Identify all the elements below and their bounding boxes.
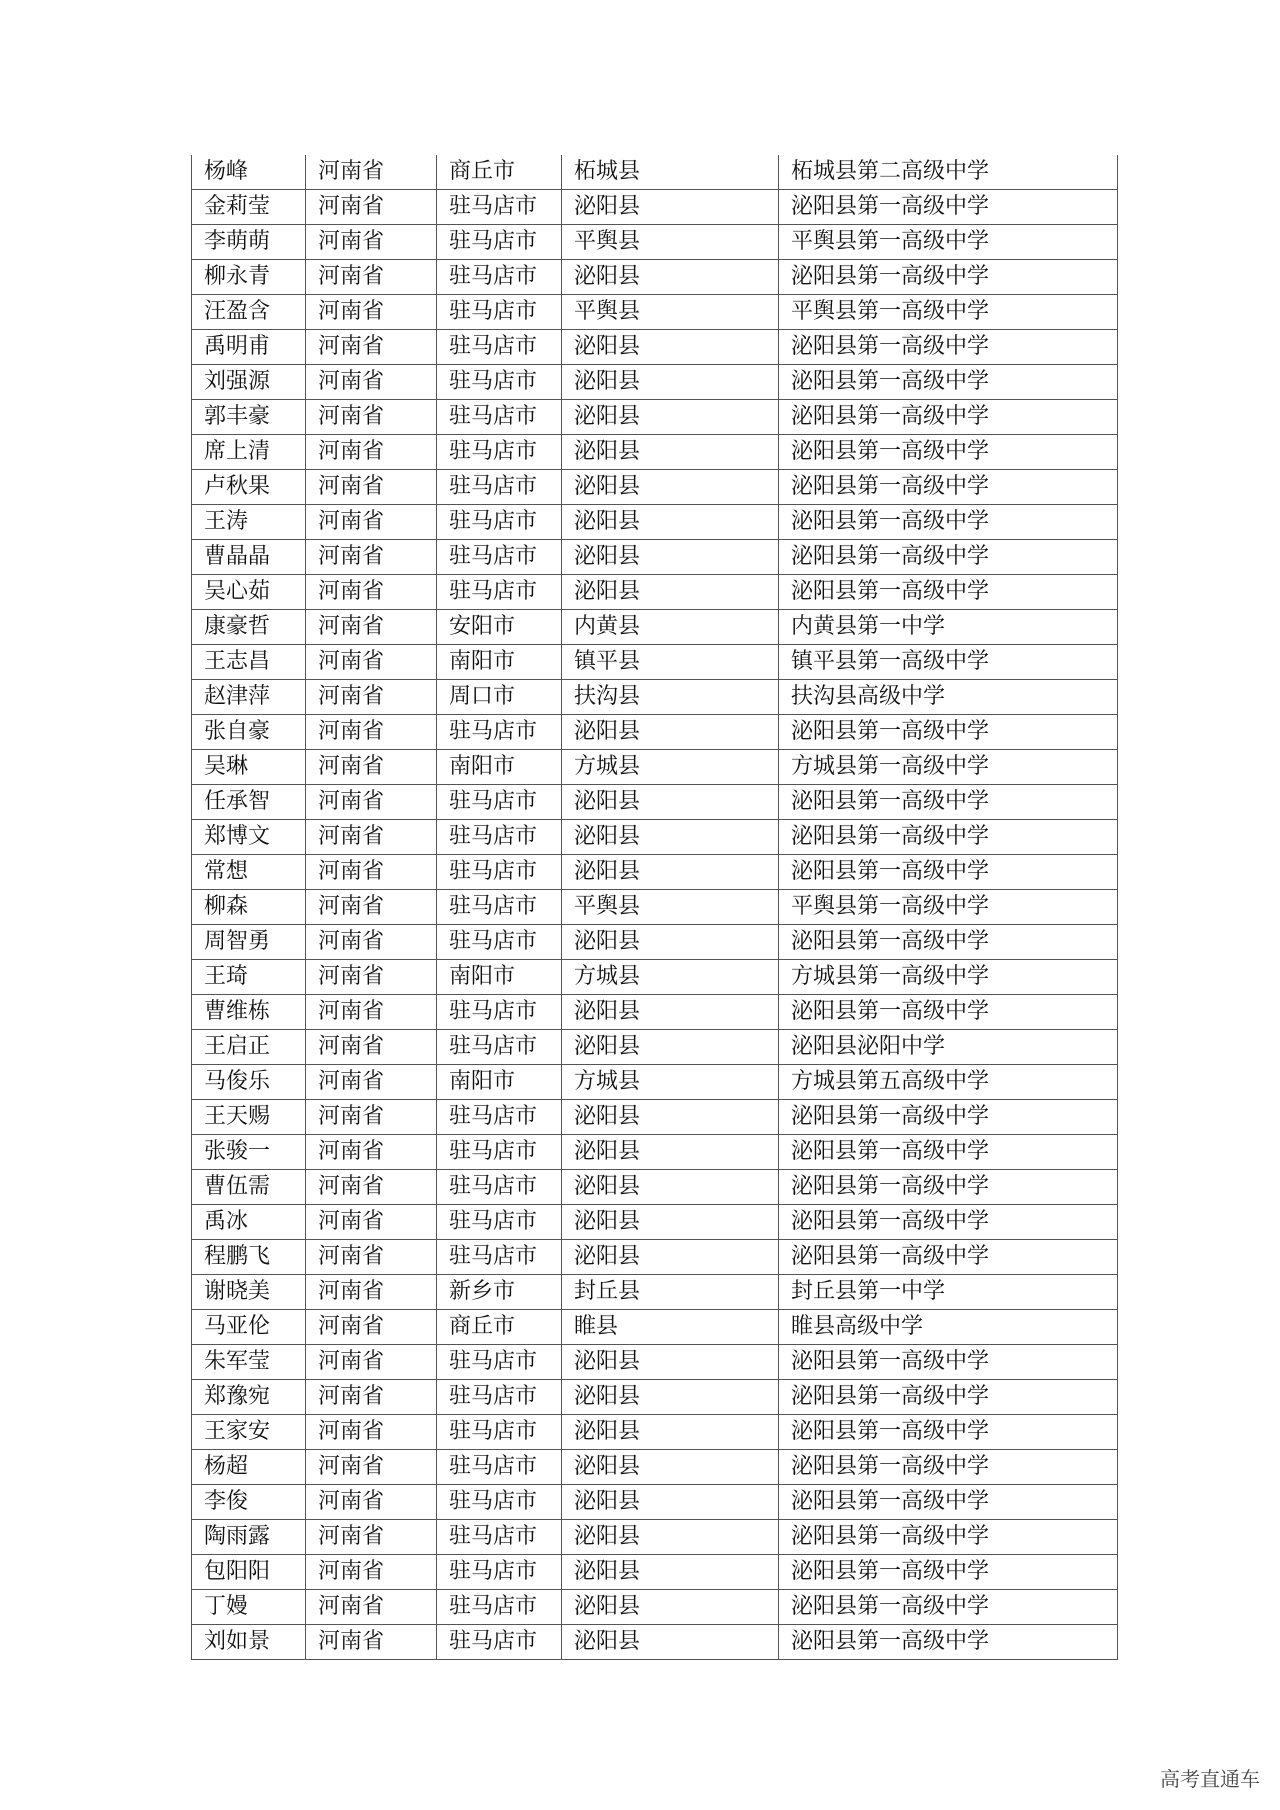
table-row — [192, 1240, 1118, 1275]
city-cell: 驻马店市 — [437, 1415, 562, 1450]
school-cell: 泌阳县第一高级中学 — [779, 365, 1118, 400]
table-row — [192, 890, 1118, 925]
county-cell: 泌阳县 — [562, 1520, 779, 1555]
county-cell: 泌阳县 — [562, 1205, 779, 1240]
county-cell: 泌阳县 — [562, 715, 779, 750]
county-cell: 泌阳县 — [562, 260, 779, 295]
province-cell: 河南省 — [306, 575, 437, 610]
school-cell: 泌阳县第一高级中学 — [779, 505, 1118, 540]
county-cell: 泌阳县 — [562, 1555, 779, 1590]
name-cell: 任承智 — [192, 785, 306, 820]
name-cell: 禹冰 — [192, 1205, 306, 1240]
county-cell: 泌阳县 — [562, 330, 779, 365]
county-cell: 睢县 — [562, 1310, 779, 1345]
school-cell: 泌阳县第一高级中学 — [779, 995, 1118, 1030]
school-cell: 扶沟县高级中学 — [779, 680, 1118, 715]
school-cell: 泌阳县第一高级中学 — [779, 260, 1118, 295]
table-row — [192, 680, 1118, 715]
county-cell: 泌阳县 — [562, 1030, 779, 1065]
school-cell: 内黄县第一中学 — [779, 610, 1118, 645]
name-cell: 常想 — [192, 855, 306, 890]
table-row — [192, 1310, 1118, 1345]
county-cell: 泌阳县 — [562, 1485, 779, 1520]
province-cell: 河南省 — [306, 225, 437, 260]
school-cell: 泌阳县第一高级中学 — [779, 925, 1118, 960]
table-row — [192, 400, 1118, 435]
county-cell: 泌阳县 — [562, 505, 779, 540]
province-cell: 河南省 — [306, 1415, 437, 1450]
name-cell: 禹明甫 — [192, 330, 306, 365]
county-cell: 泌阳县 — [562, 190, 779, 225]
name-cell: 王家安 — [192, 1415, 306, 1450]
table-row — [192, 750, 1118, 785]
city-cell: 驻马店市 — [437, 365, 562, 400]
table-row — [192, 715, 1118, 750]
school-cell: 睢县高级中学 — [779, 1310, 1118, 1345]
name-cell: 柳森 — [192, 890, 306, 925]
table-row — [192, 435, 1118, 470]
name-cell: 王琦 — [192, 960, 306, 995]
province-cell: 河南省 — [306, 1310, 437, 1345]
school-cell: 泌阳县第一高级中学 — [779, 1170, 1118, 1205]
province-cell: 河南省 — [306, 1485, 437, 1520]
table-body — [192, 155, 1118, 1660]
school-cell: 柘城县第二高级中学 — [779, 155, 1118, 190]
county-cell: 封丘县 — [562, 1275, 779, 1310]
city-cell: 驻马店市 — [437, 1450, 562, 1485]
table-row — [192, 505, 1118, 540]
name-cell: 郑博文 — [192, 820, 306, 855]
table-row — [192, 785, 1118, 820]
table-row — [192, 1135, 1118, 1170]
province-cell: 河南省 — [306, 190, 437, 225]
county-cell: 方城县 — [562, 960, 779, 995]
table-row — [192, 925, 1118, 960]
name-cell: 杨超 — [192, 1450, 306, 1485]
city-cell: 安阳市 — [437, 610, 562, 645]
table-row — [192, 575, 1118, 610]
table-row — [192, 225, 1118, 260]
name-cell: 康豪哲 — [192, 610, 306, 645]
school-cell: 平舆县第一高级中学 — [779, 225, 1118, 260]
county-cell: 泌阳县 — [562, 1590, 779, 1625]
province-cell: 河南省 — [306, 1590, 437, 1625]
student-list-table — [191, 155, 1118, 1660]
county-cell: 泌阳县 — [562, 1240, 779, 1275]
name-cell: 王志昌 — [192, 645, 306, 680]
name-cell: 张骏一 — [192, 1135, 306, 1170]
province-cell: 河南省 — [306, 890, 437, 925]
table-row — [192, 1590, 1118, 1625]
school-cell: 泌阳县第一高级中学 — [779, 575, 1118, 610]
school-cell: 泌阳县第一高级中学 — [779, 1135, 1118, 1170]
school-cell: 方城县第五高级中学 — [779, 1065, 1118, 1100]
province-cell: 河南省 — [306, 1100, 437, 1135]
name-cell: 卢秋果 — [192, 470, 306, 505]
city-cell: 驻马店市 — [437, 435, 562, 470]
table-row — [192, 1205, 1118, 1240]
school-cell: 泌阳县第一高级中学 — [779, 855, 1118, 890]
province-cell: 河南省 — [306, 505, 437, 540]
city-cell: 驻马店市 — [437, 1205, 562, 1240]
name-cell: 朱军莹 — [192, 1345, 306, 1380]
name-cell: 周智勇 — [192, 925, 306, 960]
city-cell: 驻马店市 — [437, 575, 562, 610]
county-cell: 泌阳县 — [562, 925, 779, 960]
table-row — [192, 190, 1118, 225]
city-cell: 驻马店市 — [437, 1135, 562, 1170]
school-cell: 泌阳县第一高级中学 — [779, 1205, 1118, 1240]
watermark-text: 高考直通车 — [1160, 1767, 1260, 1791]
province-cell: 河南省 — [306, 820, 437, 855]
province-cell: 河南省 — [306, 925, 437, 960]
name-cell: 郑豫宛 — [192, 1380, 306, 1415]
school-cell: 方城县第一高级中学 — [779, 750, 1118, 785]
name-cell: 程鹏飞 — [192, 1240, 306, 1275]
city-cell: 商丘市 — [437, 155, 562, 190]
name-cell: 张自豪 — [192, 715, 306, 750]
county-cell: 平舆县 — [562, 890, 779, 925]
school-cell: 泌阳县第一高级中学 — [779, 435, 1118, 470]
city-cell: 驻马店市 — [437, 1625, 562, 1660]
school-cell: 泌阳县第一高级中学 — [779, 715, 1118, 750]
county-cell: 泌阳县 — [562, 575, 779, 610]
name-cell: 包阳阳 — [192, 1555, 306, 1590]
table-row — [192, 155, 1118, 190]
county-cell: 泌阳县 — [562, 820, 779, 855]
school-cell: 泌阳县第一高级中学 — [779, 1520, 1118, 1555]
city-cell: 驻马店市 — [437, 1345, 562, 1380]
school-cell: 泌阳县第一高级中学 — [779, 400, 1118, 435]
province-cell: 河南省 — [306, 435, 437, 470]
school-cell: 泌阳县第一高级中学 — [779, 1555, 1118, 1590]
table-row — [192, 1625, 1118, 1660]
name-cell: 吴琳 — [192, 750, 306, 785]
name-cell: 赵津萍 — [192, 680, 306, 715]
county-cell: 泌阳县 — [562, 435, 779, 470]
table-row — [192, 260, 1118, 295]
table-row — [192, 470, 1118, 505]
province-cell: 河南省 — [306, 1030, 437, 1065]
name-cell: 杨峰 — [192, 155, 306, 190]
table-row — [192, 610, 1118, 645]
province-cell: 河南省 — [306, 1345, 437, 1380]
school-cell: 泌阳县第一高级中学 — [779, 1485, 1118, 1520]
city-cell: 南阳市 — [437, 645, 562, 680]
name-cell: 汪盈含 — [192, 295, 306, 330]
name-cell: 曹晶晶 — [192, 540, 306, 575]
name-cell: 李萌萌 — [192, 225, 306, 260]
province-cell: 河南省 — [306, 1135, 437, 1170]
table-row — [192, 1030, 1118, 1065]
name-cell: 王天赐 — [192, 1100, 306, 1135]
province-cell: 河南省 — [306, 750, 437, 785]
table-row — [192, 1415, 1118, 1450]
school-cell: 泌阳县第一高级中学 — [779, 1415, 1118, 1450]
school-cell: 泌阳县第一高级中学 — [779, 1380, 1118, 1415]
county-cell: 泌阳县 — [562, 1415, 779, 1450]
name-cell: 刘强源 — [192, 365, 306, 400]
province-cell: 河南省 — [306, 715, 437, 750]
table-row — [192, 295, 1118, 330]
city-cell: 南阳市 — [437, 1065, 562, 1100]
province-cell: 河南省 — [306, 1170, 437, 1205]
city-cell: 驻马店市 — [437, 190, 562, 225]
city-cell: 驻马店市 — [437, 995, 562, 1030]
school-cell: 泌阳县第一高级中学 — [779, 1625, 1118, 1660]
city-cell: 驻马店市 — [437, 1555, 562, 1590]
school-cell: 镇平县第一高级中学 — [779, 645, 1118, 680]
name-cell: 柳永青 — [192, 260, 306, 295]
province-cell: 河南省 — [306, 1275, 437, 1310]
table-row — [192, 365, 1118, 400]
table-row — [192, 1065, 1118, 1100]
province-cell: 河南省 — [306, 995, 437, 1030]
province-cell: 河南省 — [306, 1520, 437, 1555]
school-cell: 封丘县第一中学 — [779, 1275, 1118, 1310]
province-cell: 河南省 — [306, 400, 437, 435]
county-cell: 泌阳县 — [562, 1625, 779, 1660]
city-cell: 驻马店市 — [437, 1030, 562, 1065]
province-cell: 河南省 — [306, 470, 437, 505]
province-cell: 河南省 — [306, 1205, 437, 1240]
province-cell: 河南省 — [306, 645, 437, 680]
school-cell: 泌阳县第一高级中学 — [779, 330, 1118, 365]
name-cell: 刘如景 — [192, 1625, 306, 1660]
city-cell: 驻马店市 — [437, 715, 562, 750]
table-row — [192, 1380, 1118, 1415]
name-cell: 金莉莹 — [192, 190, 306, 225]
county-cell: 柘城县 — [562, 155, 779, 190]
province-cell: 河南省 — [306, 260, 437, 295]
county-cell: 泌阳县 — [562, 1380, 779, 1415]
name-cell: 李俊 — [192, 1485, 306, 1520]
county-cell: 镇平县 — [562, 645, 779, 680]
city-cell: 驻马店市 — [437, 855, 562, 890]
city-cell: 驻马店市 — [437, 785, 562, 820]
county-cell: 泌阳县 — [562, 1100, 779, 1135]
name-cell: 王涛 — [192, 505, 306, 540]
name-cell: 曹伍需 — [192, 1170, 306, 1205]
province-cell: 河南省 — [306, 1240, 437, 1275]
county-cell: 泌阳县 — [562, 1135, 779, 1170]
city-cell: 驻马店市 — [437, 1240, 562, 1275]
school-cell: 泌阳县第一高级中学 — [779, 470, 1118, 505]
county-cell: 方城县 — [562, 1065, 779, 1100]
province-cell: 河南省 — [306, 680, 437, 715]
city-cell: 驻马店市 — [437, 505, 562, 540]
city-cell: 驻马店市 — [437, 820, 562, 855]
name-cell: 陶雨露 — [192, 1520, 306, 1555]
table-row — [192, 330, 1118, 365]
name-cell: 席上清 — [192, 435, 306, 470]
school-cell: 泌阳县第一高级中学 — [779, 1100, 1118, 1135]
county-cell: 泌阳县 — [562, 785, 779, 820]
table-row — [192, 820, 1118, 855]
city-cell: 驻马店市 — [437, 540, 562, 575]
county-cell: 泌阳县 — [562, 365, 779, 400]
city-cell: 驻马店市 — [437, 295, 562, 330]
table-row — [192, 1450, 1118, 1485]
name-cell: 吴心茹 — [192, 575, 306, 610]
province-cell: 河南省 — [306, 610, 437, 645]
table-row — [192, 540, 1118, 575]
table-row — [192, 1520, 1118, 1555]
table-row — [192, 1485, 1118, 1520]
table-row — [192, 645, 1118, 680]
province-cell: 河南省 — [306, 1555, 437, 1590]
city-cell: 驻马店市 — [437, 1380, 562, 1415]
school-cell: 泌阳县第一高级中学 — [779, 1240, 1118, 1275]
province-cell: 河南省 — [306, 330, 437, 365]
city-cell: 驻马店市 — [437, 260, 562, 295]
province-cell: 河南省 — [306, 1065, 437, 1100]
province-cell: 河南省 — [306, 365, 437, 400]
province-cell: 河南省 — [306, 295, 437, 330]
name-cell: 谢晓美 — [192, 1275, 306, 1310]
county-cell: 内黄县 — [562, 610, 779, 645]
school-cell: 泌阳县第一高级中学 — [779, 540, 1118, 575]
county-cell: 扶沟县 — [562, 680, 779, 715]
school-cell: 方城县第一高级中学 — [779, 960, 1118, 995]
province-cell: 河南省 — [306, 855, 437, 890]
name-cell: 丁嫚 — [192, 1590, 306, 1625]
name-cell: 马亚伦 — [192, 1310, 306, 1345]
province-cell: 河南省 — [306, 1380, 437, 1415]
school-cell: 泌阳县第一高级中学 — [779, 1590, 1118, 1625]
province-cell: 河南省 — [306, 540, 437, 575]
county-cell: 泌阳县 — [562, 470, 779, 505]
city-cell: 驻马店市 — [437, 470, 562, 505]
county-cell: 方城县 — [562, 750, 779, 785]
province-cell: 河南省 — [306, 785, 437, 820]
city-cell: 驻马店市 — [437, 225, 562, 260]
table-row — [192, 995, 1118, 1030]
school-cell: 泌阳县第一高级中学 — [779, 785, 1118, 820]
province-cell: 河南省 — [306, 155, 437, 190]
school-cell: 平舆县第一高级中学 — [779, 295, 1118, 330]
city-cell: 新乡市 — [437, 1275, 562, 1310]
city-cell: 商丘市 — [437, 1310, 562, 1345]
city-cell: 驻马店市 — [437, 1170, 562, 1205]
school-cell: 泌阳县第一高级中学 — [779, 1450, 1118, 1485]
county-cell: 泌阳县 — [562, 1450, 779, 1485]
county-cell: 平舆县 — [562, 295, 779, 330]
city-cell: 驻马店市 — [437, 1590, 562, 1625]
province-cell: 河南省 — [306, 1450, 437, 1485]
table-row — [192, 960, 1118, 995]
table-row — [192, 1170, 1118, 1205]
county-cell: 平舆县 — [562, 225, 779, 260]
county-cell: 泌阳县 — [562, 855, 779, 890]
school-cell: 平舆县第一高级中学 — [779, 890, 1118, 925]
county-cell: 泌阳县 — [562, 400, 779, 435]
name-cell: 王启正 — [192, 1030, 306, 1065]
school-cell: 泌阳县第一高级中学 — [779, 1345, 1118, 1380]
city-cell: 驻马店市 — [437, 890, 562, 925]
city-cell: 驻马店市 — [437, 400, 562, 435]
county-cell: 泌阳县 — [562, 1345, 779, 1380]
province-cell: 河南省 — [306, 960, 437, 995]
school-cell: 泌阳县泌阳中学 — [779, 1030, 1118, 1065]
table-row — [192, 1555, 1118, 1590]
county-cell: 泌阳县 — [562, 995, 779, 1030]
city-cell: 驻马店市 — [437, 1520, 562, 1555]
city-cell: 驻马店市 — [437, 1485, 562, 1520]
table-row — [192, 1100, 1118, 1135]
school-cell: 泌阳县第一高级中学 — [779, 820, 1118, 855]
city-cell: 驻马店市 — [437, 925, 562, 960]
province-cell: 河南省 — [306, 1625, 437, 1660]
table-row — [192, 855, 1118, 890]
table-row — [192, 1275, 1118, 1310]
school-cell: 泌阳县第一高级中学 — [779, 190, 1118, 225]
county-cell: 泌阳县 — [562, 540, 779, 575]
name-cell: 郭丰豪 — [192, 400, 306, 435]
name-cell: 曹维栋 — [192, 995, 306, 1030]
city-cell: 驻马店市 — [437, 1100, 562, 1135]
city-cell: 南阳市 — [437, 960, 562, 995]
city-cell: 驻马店市 — [437, 330, 562, 365]
county-cell: 泌阳县 — [562, 1170, 779, 1205]
table-row — [192, 1345, 1118, 1380]
city-cell: 周口市 — [437, 680, 562, 715]
name-cell: 马俊乐 — [192, 1065, 306, 1100]
city-cell: 南阳市 — [437, 750, 562, 785]
